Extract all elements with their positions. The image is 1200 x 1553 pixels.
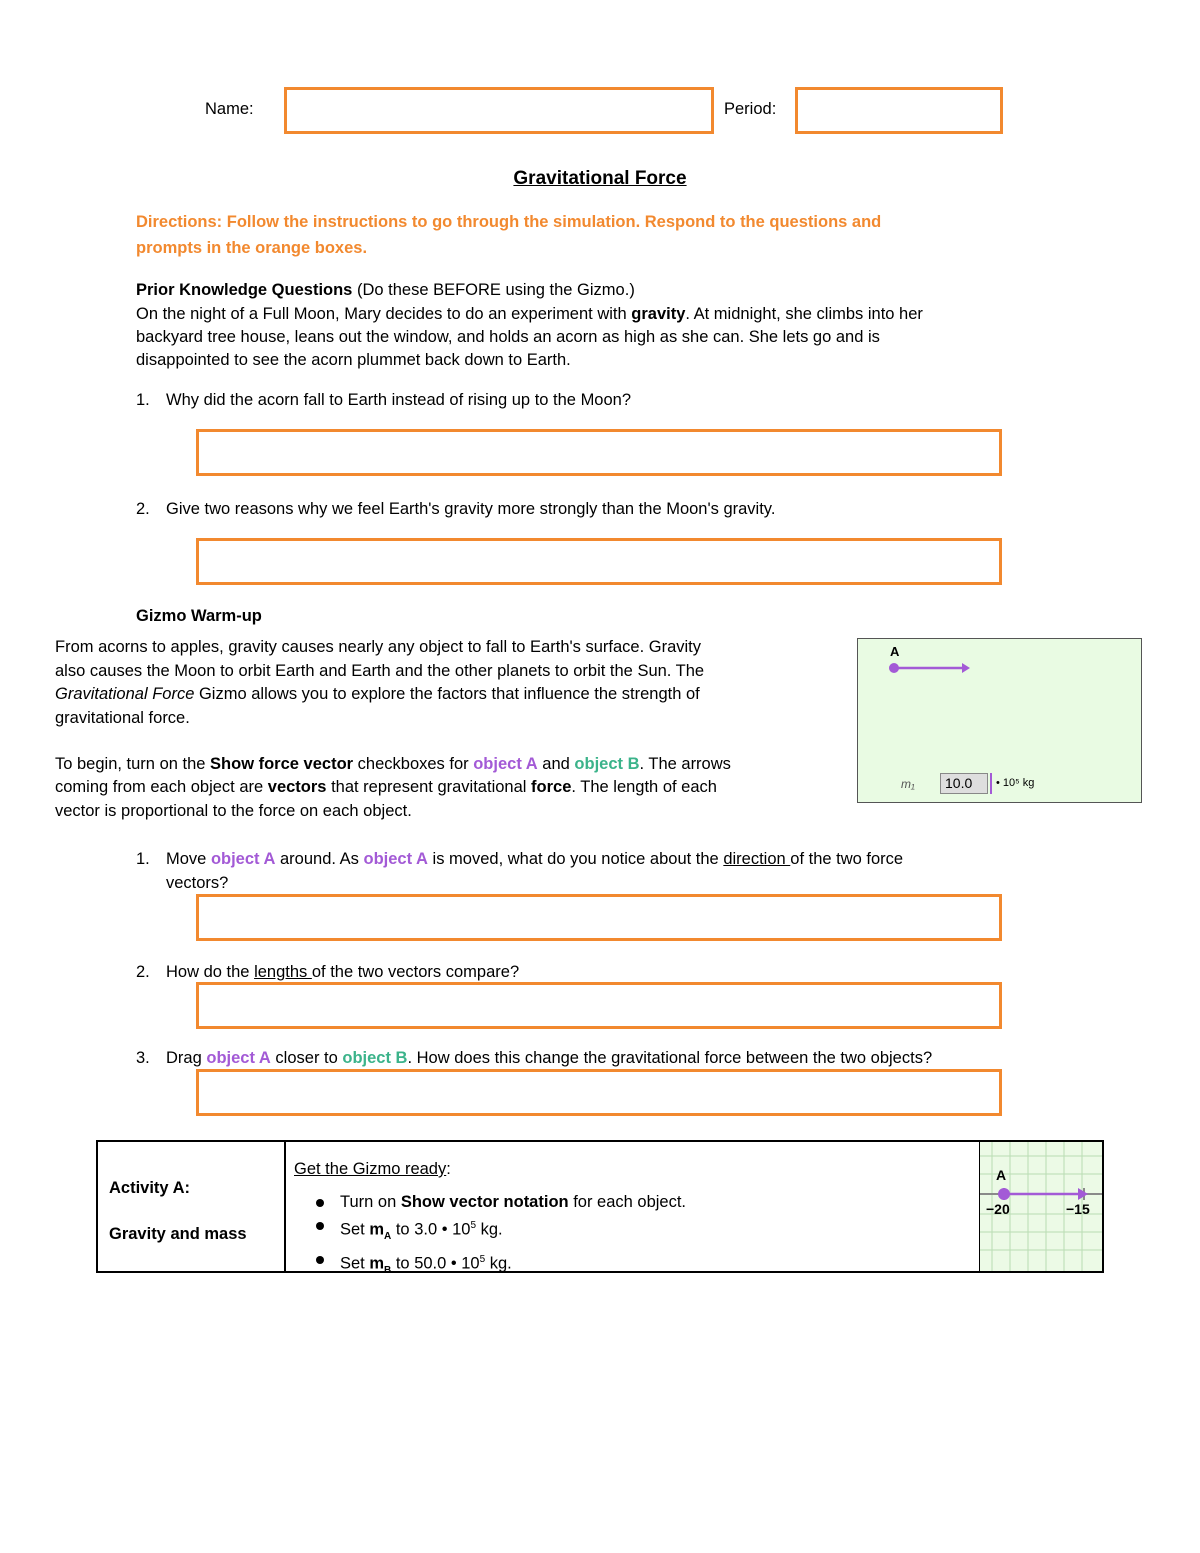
warmup-text: coming from each object are <box>55 778 268 796</box>
axis-tick-label: −20 <box>986 1201 1010 1217</box>
prior-knowledge-note: (Do these BEFORE using the Gizmo.) <box>352 281 635 299</box>
axis-tick-label: −15 <box>1066 1201 1090 1217</box>
prior-paragraph-line-2: backyard tree house, leans out the window, and holds an acorn as high as she can. She lets go and is <box>136 328 880 346</box>
table-divider <box>284 1142 286 1271</box>
activity-subtitle: Gravity and mass <box>109 1225 247 1243</box>
warmup-text: checkboxes for <box>353 755 474 773</box>
warmup-text: and <box>537 755 575 773</box>
step-text: for each object. <box>568 1193 687 1211</box>
lengths-term: lengths <box>254 963 312 981</box>
warmup-heading: Gizmo Warm-up <box>136 607 262 625</box>
get-ready-text: Get the Gizmo ready <box>294 1160 447 1178</box>
prior-answer-1-box[interactable] <box>196 429 1002 476</box>
mass-input-cursor <box>990 773 992 794</box>
step-text: Set <box>340 1254 370 1273</box>
step-text: Turn on <box>340 1193 401 1211</box>
object-a-label: A <box>996 1167 1007 1183</box>
step-text: kg. <box>485 1254 512 1273</box>
prior-paragraph-line-3: disappointed to see the acorn plummet back down to Earth. <box>136 351 571 369</box>
force-term: force <box>531 778 572 796</box>
prior-knowledge-heading: Prior Knowledge Questions <box>136 281 353 299</box>
prior-answer-2-box[interactable] <box>196 538 1002 585</box>
direction-term: direction <box>723 850 791 868</box>
warmup-question-3 <box>166 1047 932 1070</box>
prior-paragraph-line-1 <box>136 303 923 326</box>
object-a-term: object A <box>363 850 428 868</box>
warmup-line-3 <box>55 683 700 706</box>
prior-knowledge-heading-line <box>136 279 635 302</box>
setup-step-3 <box>340 1248 686 1282</box>
mass-symbol: m <box>369 1220 385 1239</box>
mass-unit: • 10⁵ kg <box>996 777 1035 789</box>
name-label: Name: <box>205 100 254 118</box>
object-b-term: object B <box>342 1049 408 1067</box>
question-text: Move <box>166 850 211 868</box>
period-field[interactable] <box>795 87 1003 134</box>
warmup-text: that represent gravitational <box>326 778 532 796</box>
exponent: 5 <box>479 1253 486 1265</box>
warmup-line-6 <box>55 776 717 799</box>
warmup-question-1-number: 1. <box>136 850 150 868</box>
warmup-line-7: vector is proportional to the force on each object. <box>55 802 412 820</box>
get-ready-colon: : <box>446 1160 451 1178</box>
mass-label: m₁ <box>901 777 915 791</box>
warmup-line-2: also causes the Moon to orbit Earth and Earth and the other planets to orbit the Sun. The <box>55 662 705 680</box>
gravity-term: gravity <box>631 305 686 323</box>
warmup-line-5 <box>55 753 731 776</box>
question-text: Drag <box>166 1049 207 1067</box>
page-title: Gravitational Force <box>513 168 687 189</box>
object-a-term: object A <box>206 1049 271 1067</box>
question-text: around. As <box>275 850 364 868</box>
mass-subscript: A <box>384 1230 392 1242</box>
question-text: How do the <box>166 963 255 981</box>
warmup-line-1: From acorns to apples, gravity causes nearly any object to fall to Earth's surface. Gravity <box>55 638 702 656</box>
get-ready-heading <box>294 1158 451 1181</box>
object-a-term: object A <box>473 755 538 773</box>
activity-title: Activity A: <box>109 1179 190 1197</box>
prior-question-1: Why did the acorn fall to Earth instead of rising up to the Moon? <box>166 391 632 409</box>
mass-symbol: m <box>369 1254 385 1273</box>
warmup-question-1 <box>166 848 903 871</box>
directions-line-2: prompts in the orange boxes. <box>136 239 368 257</box>
vectors-term: vectors <box>267 778 327 796</box>
warmup-question-2-number: 2. <box>136 963 150 981</box>
warmup-text: . The length of each <box>571 778 717 796</box>
gizmo-vector-screenshot <box>980 1142 1102 1271</box>
warmup-text: Gizmo allows you to explore the factors that influence the strength of <box>194 685 700 703</box>
step-text: to 50.0 • 10 <box>391 1254 480 1273</box>
object-b-term: object B <box>574 755 640 773</box>
object-a-label: A <box>890 644 900 659</box>
mass-subscript: B <box>384 1264 392 1276</box>
period-label: Period: <box>724 100 777 118</box>
question-text: of the two force <box>790 850 904 868</box>
prior-text: On the night of a Full Moon, Mary decides to do an experiment with <box>136 305 632 323</box>
gizmo-name: Gravitational Force <box>55 685 195 703</box>
prior-question-2: Give two reasons why we feel Earth's gravity more strongly than the Moon's gravity. <box>166 500 776 518</box>
step-text: Set <box>340 1220 370 1239</box>
setup-step-1 <box>340 1191 686 1214</box>
activity-a-table <box>96 1140 1104 1276</box>
question-text: . How does this change the gravitational force between the two objects? <box>407 1049 933 1067</box>
warmup-question-1-line-2: vectors? <box>166 874 229 892</box>
step-text: to 3.0 • 10 <box>391 1220 471 1239</box>
prior-question-2-number: 2. <box>136 500 150 518</box>
warmup-answer-3-box[interactable] <box>196 1069 1002 1116</box>
prior-question-1-number: 1. <box>136 391 150 409</box>
prior-text: . At midnight, she climbs into her <box>685 305 923 323</box>
setup-steps-list <box>296 1191 686 1282</box>
warmup-text: To begin, turn on the <box>55 755 211 773</box>
warmup-question-2 <box>166 961 519 984</box>
name-field[interactable] <box>284 87 714 134</box>
step-text: kg. <box>476 1220 503 1239</box>
warmup-text: . The arrows <box>639 755 731 773</box>
question-text: closer to <box>270 1049 343 1067</box>
exponent: 5 <box>470 1220 476 1231</box>
warmup-answer-1-box[interactable] <box>196 894 1002 941</box>
question-text: of the two vectors compare? <box>311 963 520 981</box>
mass-input: 10.0 <box>940 773 988 794</box>
warmup-answer-2-box[interactable] <box>196 982 1002 1029</box>
show-vector-notation-term: Show vector notation <box>400 1193 569 1211</box>
gizmo-screenshot <box>857 638 1142 803</box>
show-force-vector-term: Show force vector <box>210 755 354 773</box>
question-text: is moved, what do you notice about the <box>427 850 724 868</box>
force-vector-arrow-icon <box>886 659 976 677</box>
object-a-term: object A <box>210 850 276 868</box>
setup-step-2 <box>340 1214 686 1248</box>
warmup-question-3-number: 3. <box>136 1049 150 1067</box>
warmup-line-4: gravitational force. <box>55 709 190 727</box>
directions-line-1: Directions: Follow the instructions to go through the simulation. Respond to the questions and <box>136 213 882 231</box>
